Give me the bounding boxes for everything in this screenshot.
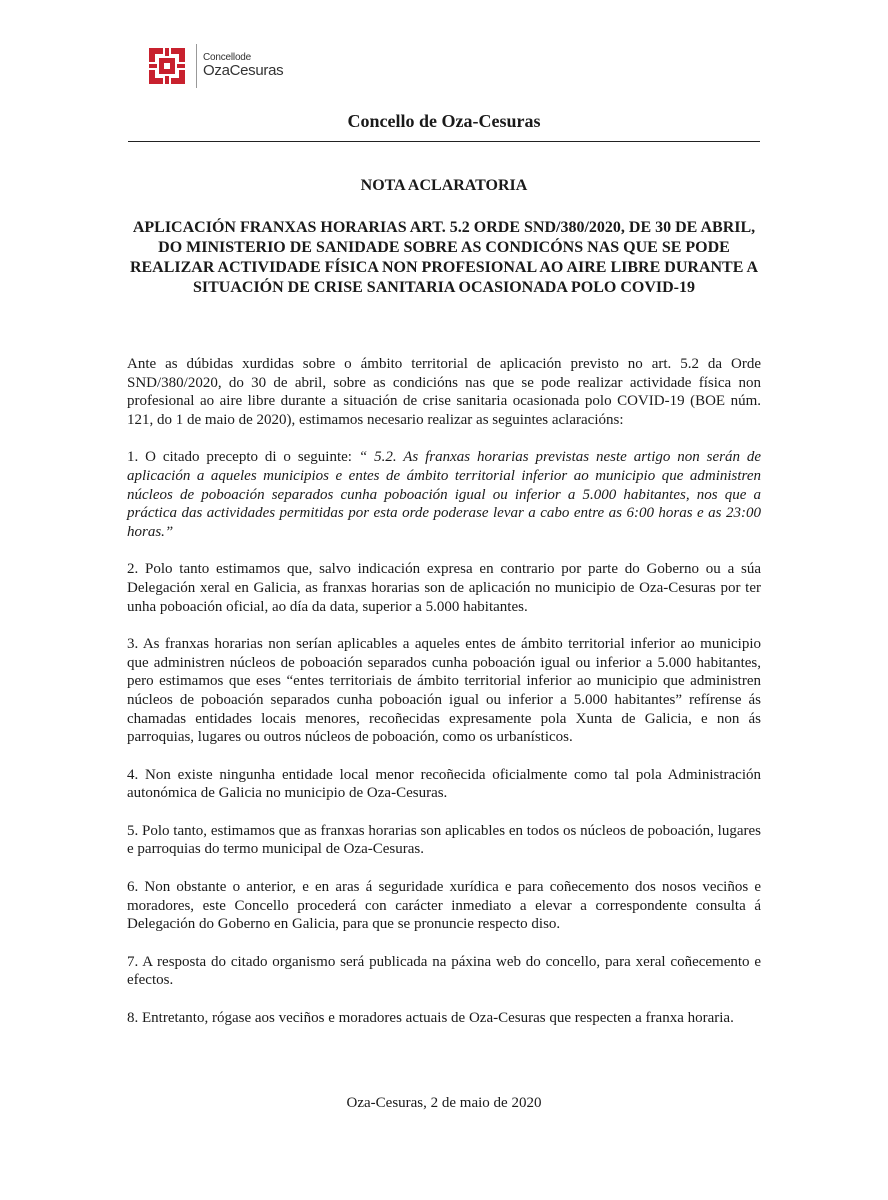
intro-paragraph: Ante as dúbidas xurdidas sobre o ámbito territorial de aplicación previsto no art. 5.2 da Orde SND/380/2020, do 30 de abril, sobre as condicións nas que se pode realizar actividade física non profesional ao aire libre durante a situación de crise sanitaria ocasionada polo COVID-19 (BOE núm. 121, do 1 de maio de 2020), estimamos necesario realizar as seguintes aclaracións: <box>127 356 761 428</box>
point-2-paragraph: 2. Polo tanto estimamos que, salvo indicación expresa en contrario por parte do Goberno ou a súa Delegación xeral en Galicia, as franxas horarias son de aplicación no municipio de Oza-Cesuras por ter unha poboación oficial, ao día da data, superior a 5.000 habitantes. <box>127 561 761 615</box>
council-emblem-icon <box>145 44 189 88</box>
point-1-lead: 1. O citado precepto di o seguinte: <box>127 449 359 466</box>
point-1-paragraph <box>127 448 761 541</box>
council-logo <box>145 44 283 88</box>
document-body <box>127 355 761 1047</box>
point-7-paragraph: 7. A resposta do citado organismo será publicada na páxina web do concello, para xeral coñecemento e efectos. <box>127 953 761 989</box>
document-subject: APLICACIÓN FRANXAS HORARIAS ART. 5.2 ORDE SND/380/2020, DE 30 DE ABRIL, DO MINISTERIO DE SANIDADE SOBRE AS CONDICÓNS NAS QUE SE PODE REALIZAR ACTIVIDADE FÍSICA NON PROFESIONAL AO AIRE LIBRE DURANTE A SITUACIÓN DE CRISE SANITARIA OCASIONADA POLO COVID-19 <box>129 219 759 296</box>
point-8-paragraph: 8. Entretanto, rógase aos veciños e moradores actuais de Oza-Cesuras que respecten a franxa horaria. <box>127 1010 734 1027</box>
point-4-paragraph: 4. Non existe ningunha entidade local menor recoñecida oficialmente como tal pola Administración autonómica de Galicia no municipio de Oza-Cesuras. <box>127 766 761 802</box>
logo-divider <box>196 44 197 88</box>
logo-big-text: OzaCesuras <box>203 62 284 80</box>
point-3-paragraph: 3. As franxas horarias non serían aplicables a aqueles entes de ámbito territorial inferior ao municipio que administren núcleos de poboación separados cunha poboación igual ou inferior a 5.000 habitantes, pero estimamos que eses “entes territoriais de ámbito territorial inferior ao municipio que administren núcleos de poboación separados cunha poboación igual ou inferior a 5.000 habitantes” refírense ás chamadas entidades locais menores, recoñecidas expresamente pola Xunta de Galicia, e non ás parroquias, lugares ou outros núcleos de poboación, como os urbanísticos. <box>127 636 761 746</box>
logo-wordmark <box>203 53 283 79</box>
signature-date: Oza-Cesuras, 2 de maio de 2020 <box>346 1095 542 1111</box>
header-title: Concello de Oza-Cesuras <box>347 111 541 131</box>
point-1-quote: “ 5.2. As franxas horarias previstas neste artigo non serán de aplicación a aqueles municipios e entes de ámbito territorial inferior ao municipio que administren núcleos de poboación separados cunha poboación igual ou inferior a 5.000 habitantes, nos que a práctica das actividades permitidas por esta orde poderase levar a cabo entre as 6:00 horas e as 23:00 horas.” <box>127 449 761 540</box>
header-divider <box>128 141 760 142</box>
point-5-paragraph: 5. Polo tanto, estimamos que as franxas horarias son aplicables en todos os núcleos de poboación, lugares e parroquias do termo municipal de Oza-Cesuras. <box>127 822 761 858</box>
point-6-paragraph: 6. Non obstante o anterior, e en aras á seguridade xurídica e para coñecemento dos nosos veciños e moradores, este Concello procederá con carácter inmediato a elevar a correspondente consulta á Delegación do Goberno en Galicia, para que se pronuncie respecto diso. <box>127 879 761 933</box>
document-heading: NOTA ACLARATORIA <box>360 177 528 194</box>
logo-small-text: Concellode <box>203 51 252 63</box>
